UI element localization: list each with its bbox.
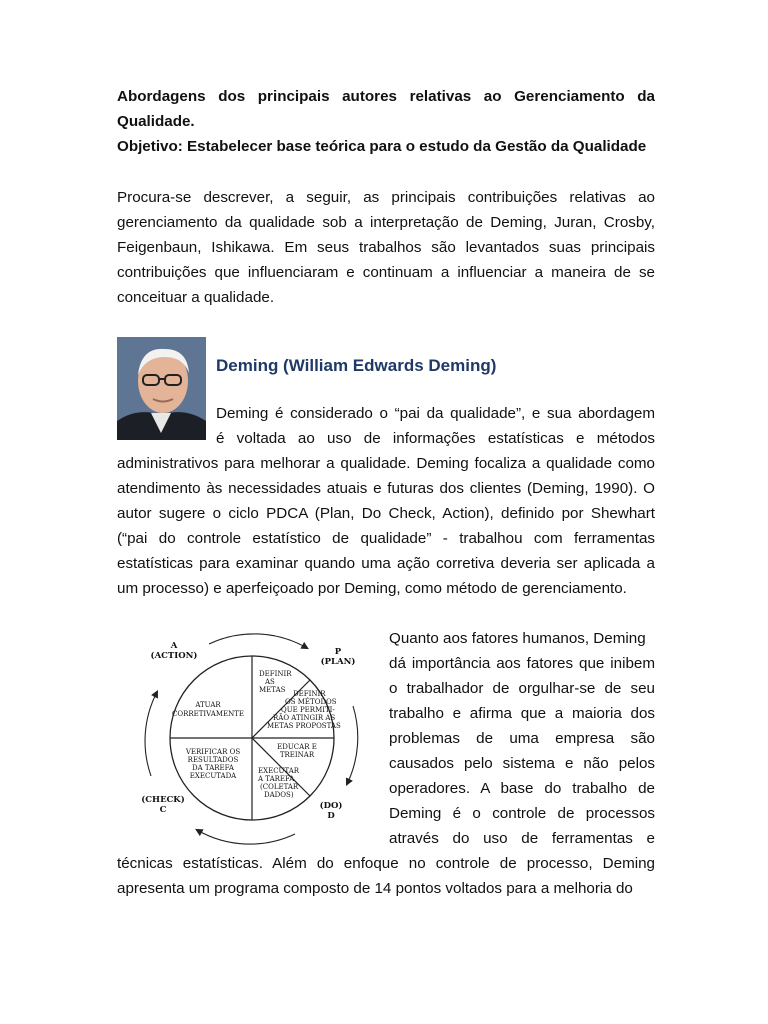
human-factors-column: [389, 626, 655, 851]
hf-line-4: trabalho e afirma que a maioria dos: [389, 705, 655, 722]
a-label: (ACTION): [150, 651, 198, 661]
verificar-line-4: EXECUTADA: [189, 772, 237, 780]
metodos-line-5: METAS PROPOSTAS: [267, 722, 341, 730]
a-letter: A: [170, 641, 178, 651]
hf-line-9: através do uso de ferramentas e: [389, 830, 655, 847]
document-page: [117, 84, 655, 901]
intro-paragraph: Procura-se descrever, a seguir, as principais contribuições relativas ao gerenciamento da qualidade sob a interpretação de Deming, Juran, Crosby, Feigenbaun, Ishikawa. Em seus trabalhos são levantados suas principais contribuições que influenciaram e continuam a influenciar a maneira de se conceituar a qualidade.: [117, 189, 655, 306]
deming-section: [117, 337, 655, 601]
hf-line-6: causados pelo sistema e não pelos: [389, 755, 655, 772]
objective-line: Objetivo: Estabelecer base teórica para o estudo da Gestão da Qualidade: [117, 138, 647, 155]
atuar-line-2: CORRETIVAMENTE: [172, 710, 244, 718]
educar-line-2: TREINAR: [279, 751, 315, 759]
definir-line-2: AS: [265, 678, 275, 686]
title-line: Abordagens dos principais autores relativas ao Gerenciamento da Qualidade.: [117, 88, 655, 130]
hf-full-width-text: técnicas estatísticas. Além do enfoque no controle de processo, Deming apresenta um programa composto de 14 pontos voltados para a melhoria do: [117, 855, 655, 897]
c-label: (CHECK): [141, 795, 185, 805]
verificar-line-2: RESULTADOS: [187, 756, 239, 764]
metodos-line-4: RÃO ATINGIR AS: [273, 714, 336, 722]
p-letter: P: [334, 647, 342, 657]
executar-line-2: A TAREFA: [258, 775, 295, 783]
verificar-line-1: VERIFICAR OS: [185, 748, 241, 756]
d-letter: D: [327, 811, 335, 821]
definir-line-1: DEFINIR: [259, 670, 292, 678]
metodos-line-2: OS MÉTODOS: [285, 698, 337, 706]
deming-portrait: [117, 337, 206, 440]
executar-line-3: (COLETAR: [260, 783, 299, 791]
metodos-line-1: DEFINIR: [293, 690, 326, 698]
executar-line-1: EXECUTAR: [258, 767, 300, 775]
deming-paragraph: administrativos para melhorar a qualidade. Deming focaliza a qualidade como atendimento às necessidades atuais e futuras dos clientes (Deming, 1990). O autor sugere o ciclo PDCA (Plan, Do Check, Action), definido por Shewhart (“pai do controle estatístico de qualidade” - trabalhou com ferramentas estatísticas para examinar quando uma ação corretiva deveria ser aplicada a um processo) e aperfeiçoado por Deming, como método de gerenciamento.: [117, 455, 655, 597]
hf-line-2: dá importância aos fatores que inibem: [389, 655, 655, 672]
hf-line-3: o trabalhador de orgulhar-se de seu: [389, 680, 655, 697]
educar-line-1: EDUCAR E: [277, 743, 317, 751]
d-label: (DO): [319, 801, 343, 811]
deming-heading: Deming (William Edwards Deming): [216, 356, 497, 375]
p-label: (PLAN): [320, 657, 356, 667]
atuar-line-1: ATUAR: [195, 701, 221, 709]
hf-line-8: Deming é o controle de processos: [389, 805, 655, 822]
verificar-line-3: DA TAREFA: [192, 764, 234, 772]
hf-line-1: Quanto aos fatores humanos, Deming: [389, 630, 646, 647]
deming-line-2: é voltada ao uso de informações estatísticas e métodos: [216, 430, 655, 447]
metodos-line-3: QUE PERMITI-: [281, 706, 335, 714]
human-factors-section: [117, 626, 655, 901]
definir-line-3: METAS: [259, 686, 286, 694]
c-letter: C: [159, 805, 167, 815]
executar-line-4: DADOS): [264, 791, 294, 799]
hf-line-5: problemas de uma empresa são: [389, 730, 655, 747]
deming-line-1: Deming é considerado o “pai da qualidade”, e sua abordagem: [216, 405, 655, 422]
hf-line-7: operadores. A base do trabalho de: [389, 780, 655, 797]
pdca-cycle-diagram: [117, 626, 372, 851]
